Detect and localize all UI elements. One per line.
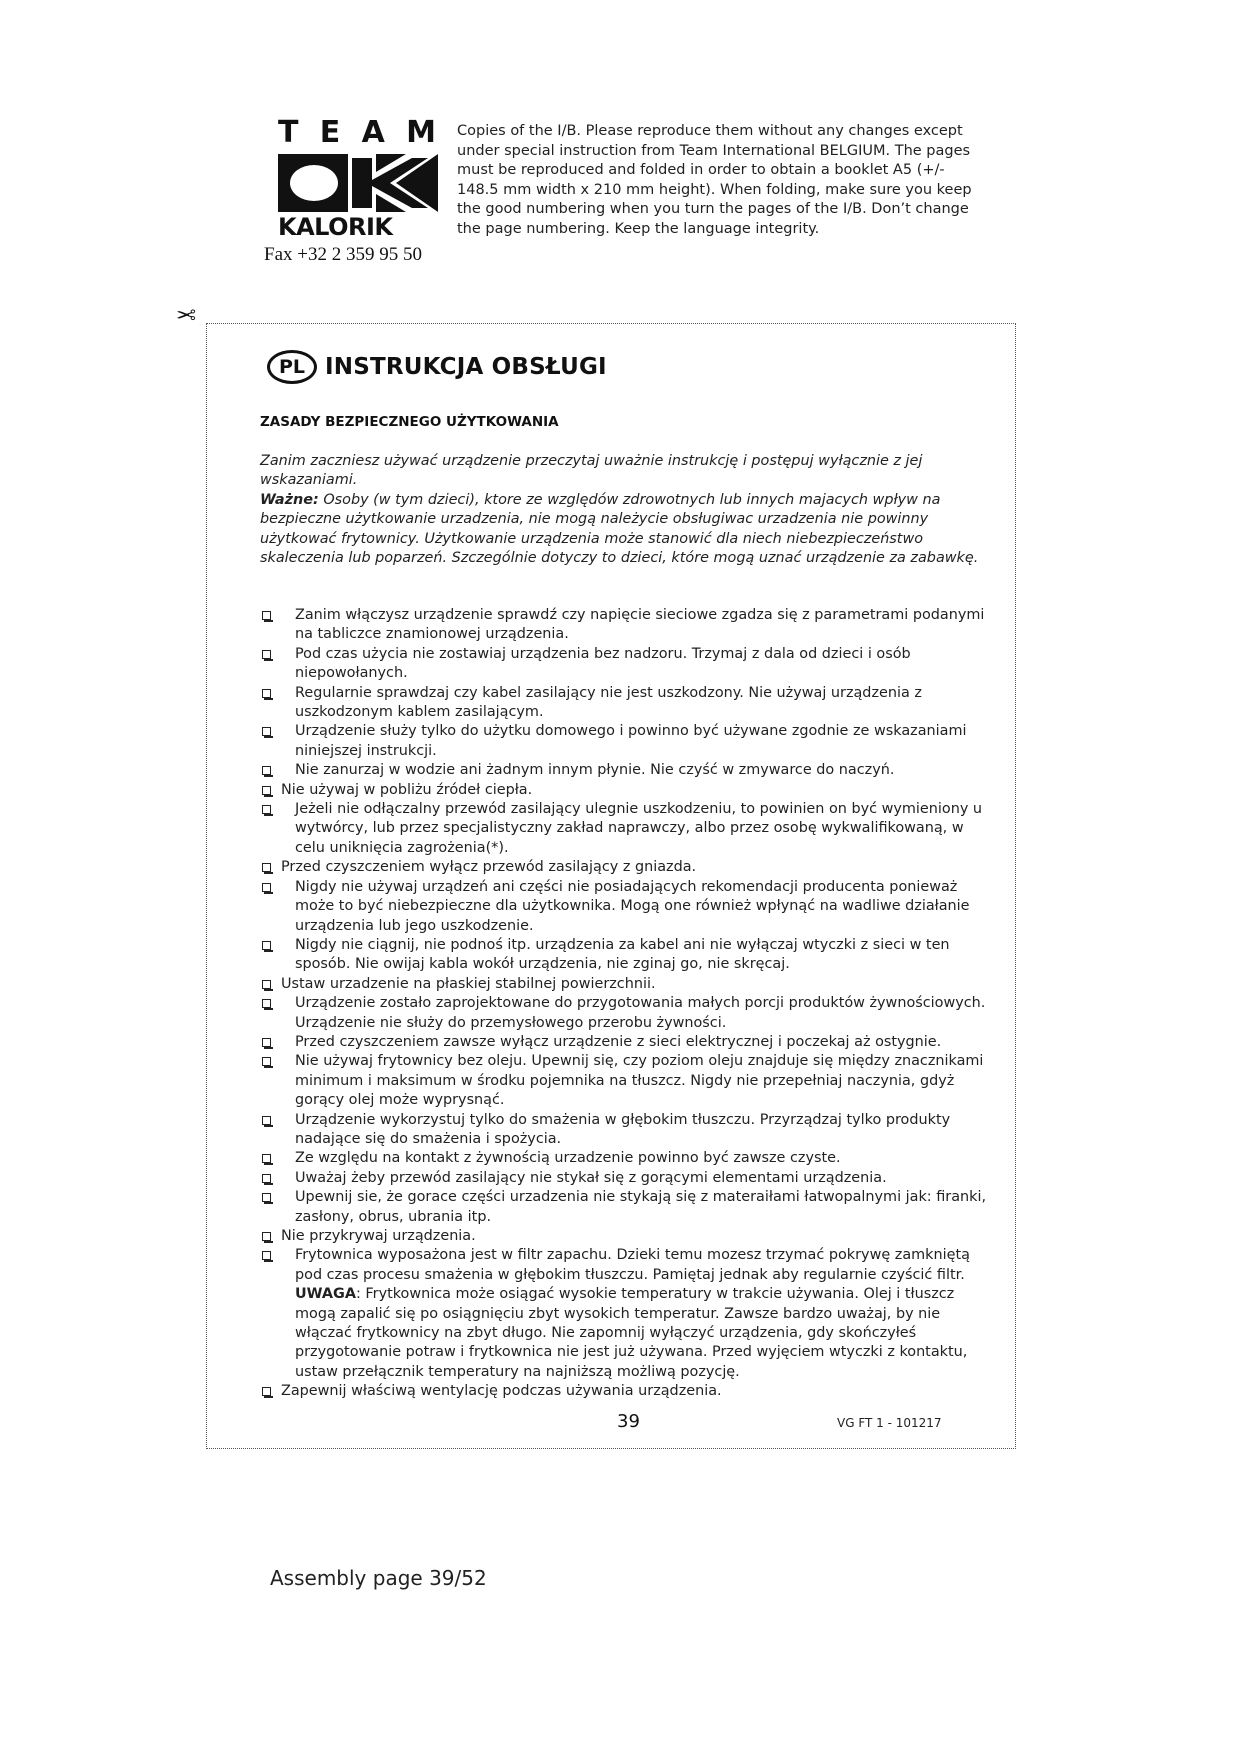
list-item: Nie przykrywaj urządzenia. — [260, 1227, 995, 1246]
checkbox-bullet-icon — [262, 863, 271, 872]
intro-paragraph-1: Zanim zaczniesz używać urządzenie przeczytaj uważnie instrukcję i postępuj wyłącznie z jej wskazaniami. — [260, 453, 923, 489]
list-item: Nie zanurzaj w wodzie ani żadnym innym płynie. Nie czyść w zmywarce do naczyń. — [260, 761, 995, 780]
list-item: Uważaj żeby przewód zasilający nie stykał się z gorącymi elementami urządzenia. — [260, 1169, 995, 1188]
list-item: Przed czyszczeniem wyłącz przewód zasilający z gniazda. — [260, 858, 995, 877]
reproduction-notice: Copies of the I/B. Please reproduce them without any changes except under special instruction from Team International BELGIUM. The pages must be reproduced and folded in order to obtain a booklet A5 (+/- 148.5 mm width x 210 mm height). When folding, make sure you keep the good numbering when you turn the pages of the I/B. Don’t change the page numbering. Keep the language integrity. — [457, 123, 972, 237]
list-item: Zapewnij właściwą wentylację podczas używania urządzenia. — [260, 1382, 995, 1401]
checkbox-bullet-icon — [262, 1154, 271, 1163]
checkbox-bullet-icon — [262, 980, 271, 989]
warning-label: UWAGA — [295, 1286, 356, 1303]
logo-team-text — [278, 115, 438, 150]
list-item: Zanim włączysz urządzenie sprawdź czy napięcie sieciowe zgadza się z parametrami podanymi na tabliczce znamionowej urządzenia. — [260, 606, 995, 645]
intro-text — [260, 452, 980, 568]
checkbox-bullet-icon — [262, 689, 271, 698]
list-item: Jeżeli nie odłączalny przewód zasilający ulegnie uszkodzeniu, to powinien on być wymieniony u wytwórcy, lub przez specjalistyczny zakład naprawczy, albo przez osobę wykwalifikowaną, w celu uniknięcia zagrożenia(*). — [260, 800, 995, 858]
list-item: Nie używaj frytownicy bez oleju. Upewnij się, czy poziom oleju znajduje się między znacznikami minimum i maksimum w środku pojemnika na tłuszcz. Nigdy nie przepełniaj naczynia, gdyż gorący olej może wyprysnąć. — [260, 1052, 995, 1110]
list-item: Urządzenie zostało zaprojektowane do przygotowania małych porcji produktów żywnościowych. Urządzenie nie służy do przemysłowego przerobu żywności. — [260, 994, 995, 1033]
important-text: Osoby (w tym dzieci), ktore ze względów zdrowotnych lub innych majacych wpływ na bezpieczne użytkowanie urzadzenia, nie mogą należycie obsługiwac urzadzenia nie powinny użytkować frytownicy. Użytkowanie urządzenia może stanowić dla niech niebezpieczeństwo skaleczenia lub poparzeń. Szczególnie dotyczy to dzieci, które mogą uznać urządzenie za zabawkę. — [260, 491, 979, 567]
logo-letter: E — [319, 115, 343, 150]
list-item: Ustaw urzadzenie na płaskiej stabilnej powierzchnii. — [260, 975, 995, 994]
checkbox-bullet-icon — [262, 941, 271, 950]
list-item: Upewnij sie, że gorace części urzadzenia nie stykają się z materaiłami łatwopalnymi jak: firanki, zasłony, obrus, ubrania itp. — [260, 1188, 995, 1227]
checkbox-bullet-icon — [262, 1193, 271, 1202]
checkbox-bullet-icon — [262, 1251, 271, 1260]
page-number: 39 — [617, 1411, 640, 1432]
checkbox-bullet-icon — [262, 1038, 271, 1047]
safety-rules-list — [260, 606, 995, 1402]
list-item: Nie używaj w pobliżu źródeł ciepła. — [260, 781, 995, 800]
list-item: Regularnie sprawdzaj czy kabel zasilający nie jest uszkodzony. Nie używaj urządzenia z uszkodzonym kablem zasilającym. — [260, 684, 995, 723]
reference-code: VG FT 1 - 101217 — [837, 1416, 942, 1430]
intro-paragraph-2 — [260, 491, 980, 569]
logo-letter: M — [406, 115, 438, 150]
logo-brand-text: KALORIK — [278, 213, 393, 241]
list-item: Ze względu na kontakt z żywnością urzadzenie powinno być zawsze czyste. — [260, 1149, 995, 1168]
checkbox-bullet-icon — [262, 1116, 271, 1125]
list-item: Pod czas użycia nie zostawiaj urządzenia bez nadzoru. Trzymaj z dala od dzieci i osób niepowołanych. — [260, 645, 995, 684]
checkbox-bullet-icon — [262, 1174, 271, 1183]
logo-letter: T — [278, 115, 301, 150]
section-title: ZASADY BEZPIECZNEGO UŻYTKOWANIA — [260, 414, 559, 430]
checkbox-bullet-icon — [262, 883, 271, 892]
list-item: Nigdy nie używaj urządzeń ani części nie posiadających rekomendacji producenta ponieważ może to być niebezpieczne dla użytkownika. Mogą one również wpłynąć na wadliwe działanie urządzenia lub jego uszkodzenie. — [260, 878, 995, 936]
checkbox-bullet-icon — [262, 1057, 271, 1066]
list-item: Urządzenie wykorzystuj tylko do smażenia w głębokim tłuszczu. Przyrządzaj tylko produkty nadające się do smażenia i spożycia. — [260, 1111, 995, 1150]
scissors-icon: ✂ — [176, 300, 197, 328]
checkbox-bullet-icon — [262, 766, 271, 775]
language-badge: PL — [267, 350, 317, 384]
checkbox-bullet-icon — [262, 1232, 271, 1241]
checkbox-bullet-icon — [262, 611, 271, 620]
assembly-page-label: Assembly page 39/52 — [270, 1566, 487, 1590]
page-title: INSTRUKCJA OBSŁUGI — [325, 354, 607, 380]
logo-letter: A — [361, 115, 387, 150]
checkbox-bullet-icon — [262, 805, 271, 814]
list-item: Urządzenie służy tylko do użytku domowego i powinno być używane zgodnie ze wskazaniami niniejszej instrukcji. — [260, 722, 995, 761]
checkbox-bullet-icon — [262, 1387, 271, 1396]
list-item: Nigdy nie ciągnij, nie podnoś itp. urządzenia za kabel ani nie wyłączaj wtyczki z sieci w ten sposób. Nie owijaj kabla wokół urządzenia, nie zginaj go, nie skręcaj. — [260, 936, 995, 975]
fax-number: Fax +32 2 359 95 50 — [264, 244, 422, 265]
checkbox-bullet-icon — [262, 786, 271, 795]
checkbox-bullet-icon — [262, 727, 271, 736]
title-row — [267, 350, 607, 384]
logo-k-mark-icon — [278, 154, 438, 212]
list-item: Przed czyszczeniem zawsze wyłącz urządzenie z sieci elektrycznej i poczekaj aż ostygnie. — [260, 1033, 995, 1052]
booklet-page — [206, 323, 1016, 1449]
list-item: Frytownica wyposażona jest w filtr zapachu. Dzieki temu mozesz trzymać pokrywę zamkniętą pod czas procesu smażenia w głębokim tłuszczu. Pamiętaj jednak aby regularnie czyścić filtr. UWAGA: Frytkownica może osiągać wysokie temperatury w trakcie używania. Olej i tłuszcz mogą zapalić się po osiągnięciu zbyt wysokich temperatur. Zawsze bardzo uważaj, by nie włączać frytkownicy na zbyt długo. Nie zapomnij wyłączyć urządzenia, gdy skończyłeś przygotowanie potraw i frytkownica nie jest już używana. Przed wyjęciem wtyczki z kontaktu, ustaw przełącznik temperatury na najniższą możliwą pozycję. — [260, 1246, 995, 1382]
checkbox-bullet-icon — [262, 650, 271, 659]
important-label: Ważne: — [260, 491, 319, 508]
team-kalorik-logo — [278, 115, 438, 241]
checkbox-bullet-icon — [262, 999, 271, 1008]
